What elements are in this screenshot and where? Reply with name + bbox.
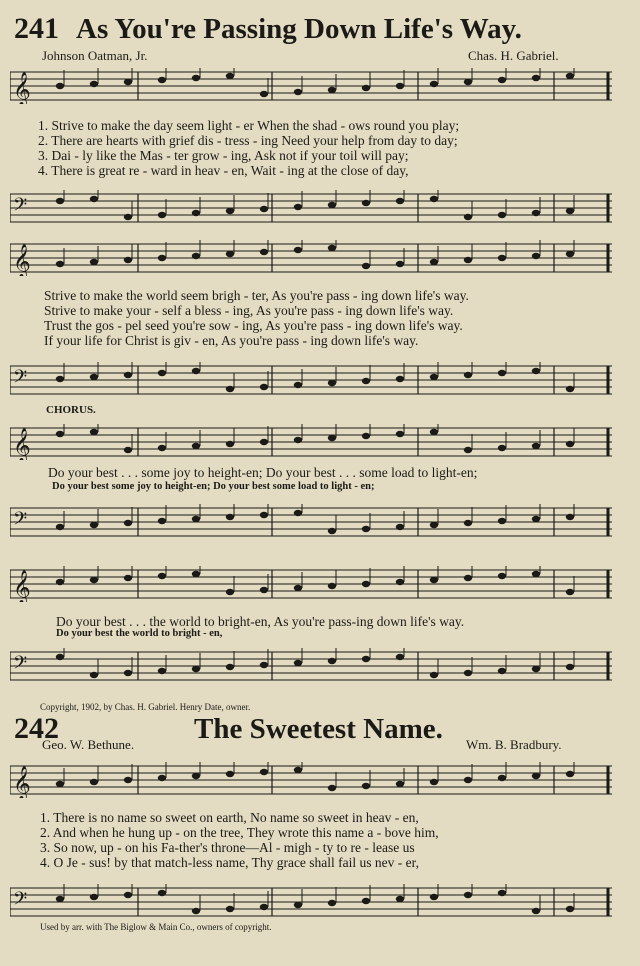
note-head [124,79,132,85]
bass-clef-icon: 𝄢 [13,195,28,220]
note-head [192,253,200,259]
note-head [294,382,302,388]
note-head [328,658,336,664]
treble-staff [10,762,612,798]
note-head [566,441,574,447]
note-head [192,773,200,779]
note-head [226,589,234,595]
note-head [56,83,64,89]
note-head [566,589,574,595]
note-head [260,769,268,775]
note-head [226,73,234,79]
note-head [90,672,98,678]
note-head [158,573,166,579]
note-head [158,445,166,451]
verse-line: 2. There are hearts with grief dis - tress - ing Need your help from day to day; [38,133,458,148]
note-head [362,433,370,439]
note-head [396,524,404,530]
note-head [192,516,200,522]
note-head [192,666,200,672]
chorus-line: Do your best . . . the world to bright-en, As you're pass-ing down life's way. [56,614,465,629]
note-head [532,516,540,522]
note-head [362,200,370,206]
note-head [90,429,98,435]
note-head [498,370,506,376]
copyright-notice: Copyright, 1902, by Chas. H. Gabriel. Henry Date, owner. [40,702,251,712]
note-head [396,896,404,902]
note-head [56,198,64,204]
note-head [158,668,166,674]
note-head [464,520,472,526]
author-credit: Geo. W. Bethune. [42,737,135,752]
note-head [260,439,268,445]
treble-clef-icon: 𝄞 [13,570,31,602]
verse-line: Strive to make your - self a bless - ing, As you're pass - ing down life's way. [44,303,454,318]
note-head [532,210,540,216]
note-head [362,656,370,662]
note-head [430,577,438,583]
bass-clef-icon: 𝄢 [13,509,28,534]
note-head [124,575,132,581]
note-head [362,526,370,532]
note-head [192,908,200,914]
note-head [362,263,370,269]
note-head [294,585,302,591]
note-head [362,85,370,91]
note-head [464,575,472,581]
note-head [566,906,574,912]
staff-notation [10,362,612,398]
note-head [158,518,166,524]
note-head [124,257,132,263]
staff-notation [10,68,612,104]
note-head [328,785,336,791]
note-head [532,666,540,672]
note-head [260,904,268,910]
note-head [396,83,404,89]
treble-staff [10,424,612,460]
note-head [56,431,64,437]
note-head [294,247,302,253]
note-head [124,214,132,220]
verse-line: Strive to make the world seem brigh - ter, As you're pass - ing down life's way. [44,288,469,303]
hymn-title: The Sweetest Name. [194,713,443,745]
note-head [464,892,472,898]
note-head [532,443,540,449]
bass-clef-icon: 𝄢 [13,889,28,914]
note-head [498,518,506,524]
note-head [192,571,200,577]
note-head [362,581,370,587]
note-head [226,906,234,912]
note-head [124,520,132,526]
note-head [158,255,166,261]
note-head [124,892,132,898]
note-head [56,261,64,267]
note-head [226,441,234,447]
treble-staff [10,240,612,276]
note-head [430,779,438,785]
note-head [532,773,540,779]
note-head [90,374,98,380]
note-head [158,775,166,781]
note-head [566,73,574,79]
note-head [498,212,506,218]
note-head [532,253,540,259]
note-head [430,374,438,380]
note-head [396,261,404,267]
note-head [192,75,200,81]
note-head [430,522,438,528]
note-head [430,196,438,202]
treble-clef-icon: 𝄞 [13,244,31,276]
note-head [158,370,166,376]
note-head [464,670,472,676]
note-head [328,245,336,251]
bass-staff [10,362,612,398]
note-head [124,372,132,378]
composer-credit: Wm. B. Bradbury. [466,737,562,752]
note-head [532,571,540,577]
hymn-title: As You're Passing Down Life's Way. [76,13,522,45]
note-head [158,890,166,896]
note-head [328,528,336,534]
note-head [396,654,404,660]
note-head [90,522,98,528]
note-head [328,87,336,93]
note-head [226,664,234,670]
note-head [90,894,98,900]
note-head [158,212,166,218]
note-head [260,249,268,255]
verse-line: 4. There is great re - ward in heav - en, Wait - ing at the close of day, [38,163,409,178]
treble-clef-icon: 𝄞 [13,766,31,798]
treble-clef-icon: 𝄞 [13,428,31,460]
note-head [566,386,574,392]
hymn-number: 242 [14,712,59,745]
note-head [396,781,404,787]
note-head [90,259,98,265]
note-head [294,767,302,773]
note-head [464,79,472,85]
note-head [498,573,506,579]
note-head [226,386,234,392]
staff-notation [10,190,612,226]
note-head [362,378,370,384]
note-head [328,583,336,589]
note-head [566,664,574,670]
footer-credit: Used by arr. with The Biglow & Main Co., owners of copyright. [40,922,272,932]
note-head [260,91,268,97]
bass-staff [10,648,612,684]
note-head [56,376,64,382]
note-head [498,77,506,83]
note-head [464,372,472,378]
note-head [430,81,438,87]
note-head [294,437,302,443]
staff-notation [10,762,612,798]
note-head [430,429,438,435]
bass-staff [10,504,612,540]
treble-clef-icon: 𝄞 [13,72,31,104]
bass-clef-icon: 𝄢 [13,367,28,392]
note-head [362,783,370,789]
bass-staff [10,884,612,920]
treble-staff [10,566,612,602]
note-head [396,376,404,382]
bass-staff [10,190,612,226]
verse-line: 4. O Je - sus! by that match-less name, Thy grace shall fail us nev - er, [40,855,419,870]
note-head [498,255,506,261]
note-head [396,198,404,204]
verse-line: 1. There is no name so sweet on earth, No name so sweet in heav - en, [40,810,419,825]
note-head [464,257,472,263]
note-head [294,660,302,666]
note-head [124,670,132,676]
note-head [294,89,302,95]
note-head [464,777,472,783]
staff-notation [10,504,612,540]
verse-line: 3. Dai - ly like the Mas - ter grow - ing, Ask not if your toil will pay; [38,148,409,163]
note-head [430,259,438,265]
note-head [226,208,234,214]
note-head [498,890,506,896]
treble-staff [10,68,612,104]
note-head [430,672,438,678]
note-head [124,447,132,453]
note-head [192,443,200,449]
hymn-number: 241 [14,12,59,45]
note-head [464,214,472,220]
staff-notation [10,648,612,684]
staff-notation [10,566,612,602]
note-head [260,384,268,390]
note-head [532,368,540,374]
note-head [430,894,438,900]
verse-line: Trust the gos - pel seed you're sow - ing, As you're pass - ing down life's way. [44,318,463,333]
note-head [294,902,302,908]
note-head [90,81,98,87]
note-head [56,654,64,660]
verse-line: 1. Strive to make the day seem light - er When the shad - ows round you play; [38,118,460,133]
author-credit: Johnson Oatman, Jr. [42,48,148,63]
note-head [464,447,472,453]
note-head [566,208,574,214]
note-head [328,435,336,441]
verse-line: 2. And when he hung up - on the tree, They wrote this name a - bove him, [40,825,439,840]
verse-line: 3. So now, up - on his Fa-ther's throne—Al - migh - ty to re - lease us [40,840,415,855]
note-head [90,779,98,785]
note-head [226,251,234,257]
staff-notation [10,884,612,920]
composer-credit: Chas. H. Gabriel. [468,48,559,63]
note-head [396,431,404,437]
chorus-line: Do your best . . . some joy to height-en; Do your best . . . some load to light-en; [48,465,478,480]
note-head [56,781,64,787]
note-head [328,380,336,386]
note-head [56,896,64,902]
note-head [294,204,302,210]
note-head [226,771,234,777]
note-head [158,77,166,83]
note-head [192,210,200,216]
note-head [498,668,506,674]
chorus-bass-line: Do your best some joy to height-en; Do your best some load to light - en; [52,481,375,492]
staff-notation [10,240,612,276]
note-head [566,251,574,257]
note-head [260,587,268,593]
note-head [56,524,64,530]
note-head [566,771,574,777]
staff-notation [10,424,612,460]
note-head [192,368,200,374]
note-head [90,577,98,583]
chorus-label: CHORUS. [46,404,96,416]
verse-line: If your life for Christ is giv - en, As you're pass - ing down life's way. [44,333,419,348]
note-head [328,900,336,906]
note-head [532,908,540,914]
note-head [498,775,506,781]
note-head [328,202,336,208]
note-head [498,445,506,451]
note-head [124,777,132,783]
note-head [294,510,302,516]
chorus-bass-line: Do your best the world to bright - en, [56,628,223,639]
note-head [566,514,574,520]
note-head [260,662,268,668]
note-head [56,579,64,585]
note-head [532,75,540,81]
note-head [90,196,98,202]
note-head [396,579,404,585]
note-head [260,206,268,212]
note-head [362,898,370,904]
note-head [226,514,234,520]
note-head [260,512,268,518]
bass-clef-icon: 𝄢 [13,653,28,678]
